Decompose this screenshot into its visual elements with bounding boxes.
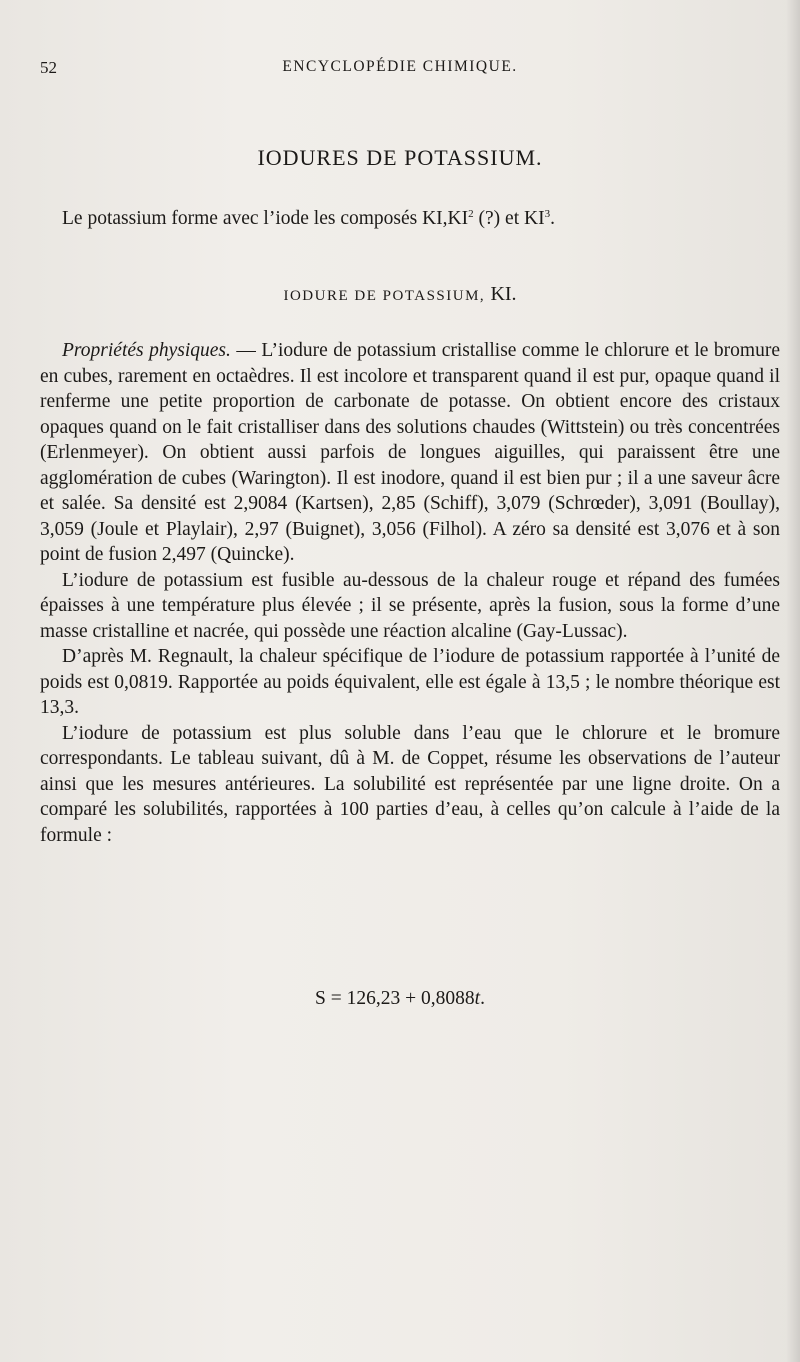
intro-text-middle: (?) et KI	[473, 208, 545, 229]
paragraph-text: — L’iodure de potassium cristallise comme le chlorure et le bromure en cubes, rarement en octaèdres. Il est incolore et transparent quand il est pur, opaque quand il renferme une petite proportion de carbonate de potasse. On obtient encore des cristaux opaques quand on le fait cristalliser dans des solutions chaudes (Wittstein) ou très concentrées (Erlenmeyer). On obtient aussi parfois de longues aiguilles, qui paraissent être une agglomération de cubes (Warington). Il est inodore, quand il est bien pur ; il a une saveur âcre et salée. Sa densité est 2,9084 (Kartsen), 2,85 (Schiff), 3,079 (Schrœder), 3,091 (Boullay), 3,059 (Joule et Playlair), 2,97 (Buignet), 3,056 (Filhol). A zéro sa densité est 3,076 et à son point de fusion 2,497 (Quincke).	[40, 340, 780, 565]
paragraph-solubility: L’iodure de potassium est plus soluble dans l’eau que le chlorure et le bromure correspondants. Le tableau suivant, dû à M. de Coppet, résume les observations de l’auteur ainsi que les mesures antérieures. La solubilité est représentée par une ligne droite. On a comparé les solubilités, rapportées à 100 parties d’eau, à celles qu’on calcule à l’aide de la formule :	[40, 722, 780, 846]
subsection-title	[0, 283, 800, 306]
paragraph-specific-heat: D’après M. Regnault, la chaleur spécifique de l’iodure de potassium rapportée à l’unité de poids est 0,0819. Rapportée au poids équivalent, elle est égale à 13,5 ; le nombre théorique est 13,3.	[40, 646, 780, 718]
solubility-formula	[0, 988, 800, 1010]
paragraph-physical-properties	[40, 338, 780, 568]
body-text	[40, 338, 780, 848]
running-head: ENCYCLOPÉDIE CHIMIQUE.	[282, 58, 518, 75]
formula-text: S = 126,23 + 0,8088	[315, 988, 475, 1009]
section-title: IODURES DE POTASSIUM.	[257, 145, 543, 170]
intro-text-before: Le potassium forme avec l’iode les composés KI,KI	[62, 208, 469, 229]
subsection-formula: KI.	[490, 283, 517, 305]
page-edge-shadow	[786, 0, 800, 1362]
formula-end: .	[480, 988, 485, 1009]
subsection-label: IODURE DE POTASSIUM,	[283, 288, 486, 304]
intro-superscript-1: 2	[468, 208, 474, 220]
intro-sentence	[62, 208, 762, 230]
intro-superscript-2: 3	[544, 208, 551, 220]
formula-variable: t	[474, 988, 481, 1009]
page-number: 52	[40, 58, 57, 77]
intro-text-after: .	[550, 208, 555, 229]
page-header	[40, 58, 760, 82]
paragraph-fusion: L’iodure de potassium est fusible au-dessous de la chaleur rouge et répand des fumées épaisses à une température plus élevée ; il se présente, après la fusion, sous la forme d’une masse cristalline et nacrée, qui possède une réaction alcaline (Gay-Lussac).	[40, 569, 780, 642]
paragraph-lead: Propriétés physiques.	[62, 340, 231, 361]
